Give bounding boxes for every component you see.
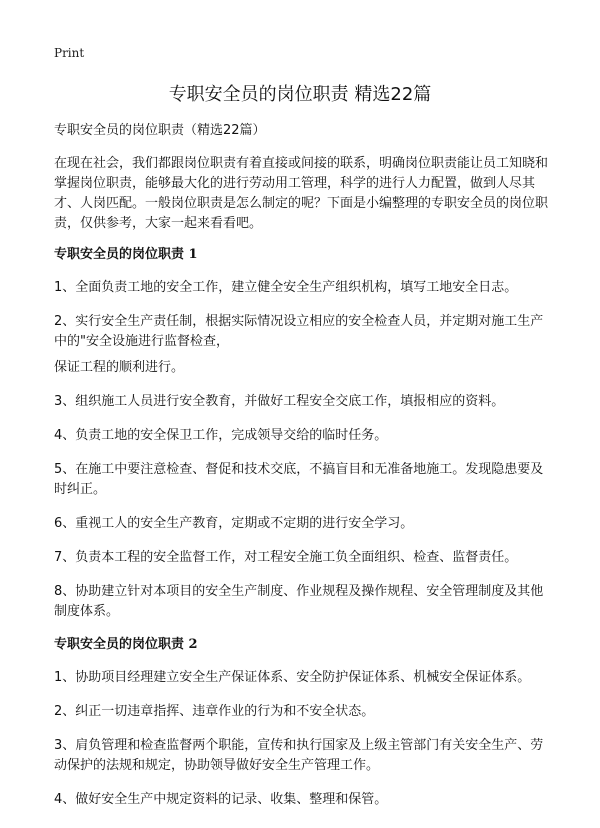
section-2 (54, 636, 554, 810)
list-item: 8、协助建立针对本项目的安全生产制度、作业规程及操作规程、安全管理制度及其他制度体系。 (54, 584, 544, 619)
list-item: 2、实行安全生产责任制，根据实际情况设立相应的安全检查人员，并定期对施工生产中的"安全设施进行监督检查， (54, 314, 544, 349)
print-link[interactable]: Print (54, 46, 85, 60)
list-item: 1、协助项目经理建立安全生产保证体系、安全防护保证体系、机械安全保证体系。 (54, 670, 531, 685)
list-item: 4、负责工地的安全保卫工作，完成领导交给的临时任务。 (54, 428, 388, 443)
list-item: 5、在施工中要注意检查、督促和技术交底，不搞盲目和无准备地施工。发现隐患要及时纠正。 (54, 462, 544, 497)
page-title: 专职安全员的岗位职责 精选22篇 (168, 84, 432, 105)
list-item: 保证工程的顺利进行。 (54, 360, 185, 375)
section-heading: 专职安全员的岗位职责 2 (54, 637, 198, 652)
list-item: 2、纠正一切违章指挥、违章作业的行为和不安全状态。 (54, 704, 375, 719)
document-subtitle: 专职安全员的岗位职责（精选22篇） (54, 123, 266, 138)
list-item: 1、全面负责工地的安全工作，建立健全安全生产组织机构，填写工地安全日志。 (54, 280, 518, 295)
document-body (54, 122, 554, 824)
list-item: 3、肩负管理和检查监督两个职能，宣传和执行国家及上级主管部门有关安全生产、劳动保护的法规和规定，协助领导做好安全生产管理工作。 (54, 738, 544, 773)
intro-paragraph: 在现在社会，我们都跟岗位职责有着直接或间接的联系，明确岗位职责能让员工知晓和掌握岗位职责，能够最大化的进行劳动用工管理，科学的进行人力配置，做到人尽其才、人岗匹配。一般岗位职责是怎么制定的呢？下面是小编整理的专职安全员的岗位职责，仅供参考，大家一起来看看吧。 (54, 156, 549, 231)
list-item: 7、负责本工程的安全监督工作，对工程安全施工负全面组织、检查、监督责任。 (54, 550, 518, 565)
section-1 (54, 246, 554, 622)
list-item: 3、组织施工人员进行安全教育，并做好工程安全交底工作，填报相应的资料。 (54, 394, 505, 409)
section-heading: 专职安全员的岗位职责 1 (54, 247, 198, 262)
list-item: 4、做好安全生产中规定资料的记录、收集、整理和保管。 (54, 792, 388, 807)
list-item: 6、重视工人的安全生产教育，定期或不定期的进行安全学习。 (54, 516, 414, 531)
